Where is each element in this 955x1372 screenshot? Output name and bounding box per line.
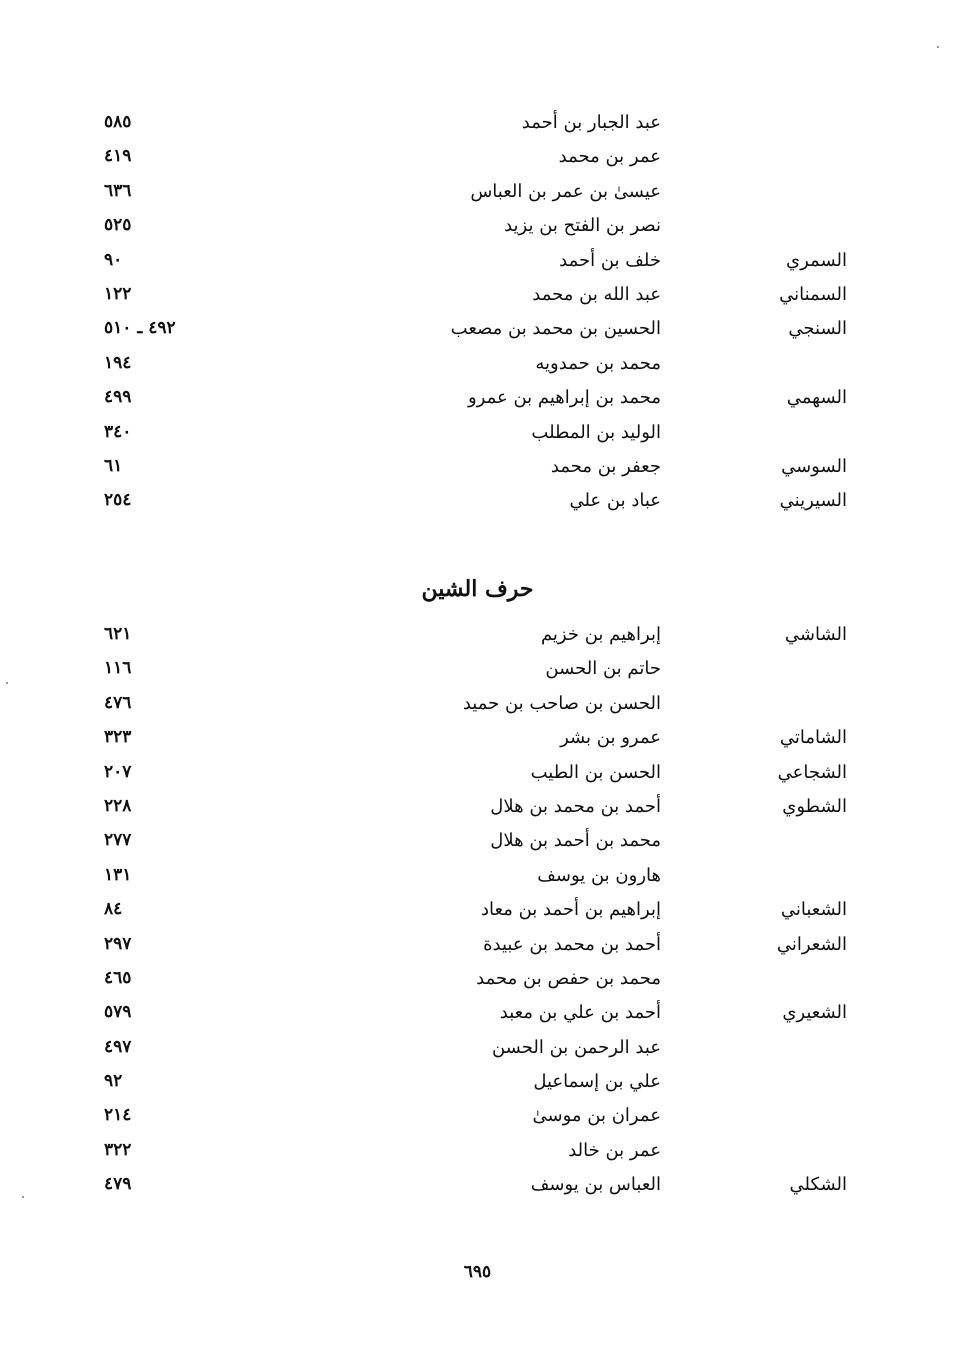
index-row [0,280,955,314]
person-name: محمد بن حمدويه [535,352,661,374]
page-reference: ٨٤ [104,899,123,920]
person-name: هارون بن يوسف [537,864,661,886]
person-name: عمران بن موسىٰ [532,1105,661,1127]
person-name: حاتم بن الحسن [545,658,661,680]
index-row [0,108,955,142]
page-reference: ٩٢ [104,1071,123,1092]
person-name: الوليد بن المطلب [531,421,661,443]
person-name: الحسن بن صاحب بن حميد [462,692,661,714]
nisba: الشعراني [776,933,847,955]
index-row [0,142,955,176]
index-row [0,861,955,895]
section-heading: حرف الشين [421,576,534,602]
person-name: أحمد بن محمد بن هلال [490,795,661,817]
page-number: ٦٩٥ [463,1262,492,1282]
person-name: عمر بن خالد [568,1139,661,1161]
nisba: السنجي [788,318,847,340]
person-name: نصر بن الفتح بن يزيد [504,215,661,237]
page-reference: ٦١ [104,455,123,476]
person-name: عباد بن علي [569,490,661,512]
page-reference: ١٢٢ [104,283,132,304]
page-reference: ٢٥٤ [104,490,132,511]
page-reference: ٦٣٦ [104,180,132,201]
person-name: أحمد بن علي بن معبد [499,1002,661,1024]
person-name: عيسىٰ بن عمر بن العباس [470,180,661,202]
page-reference: ٢٧٧ [104,830,132,851]
scan-speck [937,46,939,48]
nisba: الشاماتي [779,727,847,749]
person-name: علي بن إسماعيل [533,1071,661,1093]
page-reference: ٤٩٧ [104,1036,132,1057]
index-section-shin [0,620,955,1205]
person-name: خلف بن أحمد [559,249,661,271]
person-name: الحسن بن الطيب [530,761,661,783]
page-reference: ١١٦ [104,658,132,679]
page-reference: ١٣١ [104,864,132,885]
page-reference: ٤٧٦ [104,692,132,713]
person-name: أحمد بن محمد بن عبيدة [483,933,661,955]
person-name: إبراهيم بن أحمد بن معاد [481,899,661,921]
index-row [0,964,955,998]
index-row [0,930,955,964]
index-row [0,1033,955,1067]
nisba: السهمي [786,387,847,409]
page-reference: ٤١٩ [104,146,132,167]
page-reference: ٥٨٥ [104,112,132,132]
index-row [0,1136,955,1170]
index-row [0,177,955,211]
page-reference: ٣٢٢ [104,1139,132,1160]
index-row [0,654,955,688]
person-name: عمرو بن بشر [560,727,661,749]
index-row [0,758,955,792]
index-row [0,895,955,929]
index-row [0,314,955,348]
person-name: عبد الله بن محمد [532,283,661,305]
page-reference: ٦٢١ [104,624,132,644]
page-reference: ٤٧٩ [104,1174,132,1195]
index-row [0,349,955,383]
page-reference: ٩٠ [104,249,123,270]
person-name: جعفر بن محمد [550,455,661,477]
nisba: السيريني [779,490,847,512]
nisba: السمناني [779,283,847,305]
page-reference: ٤٩٩ [104,387,132,408]
nisba: الشكلي [789,1174,847,1196]
nisba: الشجاعي [777,761,847,783]
page-reference: ٤٩٢ ـ ٥١٠ [104,318,176,339]
page-reference: ٤٦٥ [104,967,132,988]
index-row [0,211,955,245]
person-name: الحسين بن محمد بن مصعب [450,318,661,340]
index-row [0,792,955,826]
nisba: السوسي [781,455,847,477]
nisba: الشعيري [782,1002,847,1024]
index-row [0,826,955,860]
nisba: الشطوي [782,795,847,817]
index-row [0,1170,955,1204]
person-name: عبد الجبار بن أحمد [521,112,661,133]
index-section-sin [0,108,955,521]
person-name: إبراهيم بن خزيم [540,624,661,645]
page-reference: ٣٤٠ [104,421,132,442]
person-name: محمد بن حفص بن محمد [476,967,661,989]
person-name: محمد بن أحمد بن هلال [490,830,661,852]
index-row [0,723,955,757]
page-reference: ٢٩٧ [104,933,132,954]
person-name: عمر بن محمد [558,146,661,168]
page-reference: ٣٢٣ [104,727,132,748]
page-reference: ٢٠٧ [104,761,132,782]
index-row [0,246,955,280]
page-reference: ٥٧٩ [104,1002,132,1023]
index-row [0,998,955,1032]
person-name: العباس بن يوسف [530,1174,661,1196]
page-reference: ٢٢٨ [104,795,132,816]
index-row [0,1101,955,1135]
index-row [0,1067,955,1101]
index-row [0,486,955,520]
index-row [0,383,955,417]
person-name: محمد بن إبراهيم بن عمرو [467,387,661,409]
page-reference: ٢١٤ [104,1105,132,1126]
index-row [0,689,955,723]
page-reference: ٥٢٥ [104,215,132,236]
person-name: عبد الرحمن بن الحسن [491,1036,661,1058]
nisba: السمري [786,249,847,271]
index-row [0,418,955,452]
page-reference: ١٩٤ [104,352,132,373]
index-row [0,620,955,654]
index-row [0,452,955,486]
nisba: الشعباني [780,899,847,921]
nisba: الشاشي [784,624,847,645]
